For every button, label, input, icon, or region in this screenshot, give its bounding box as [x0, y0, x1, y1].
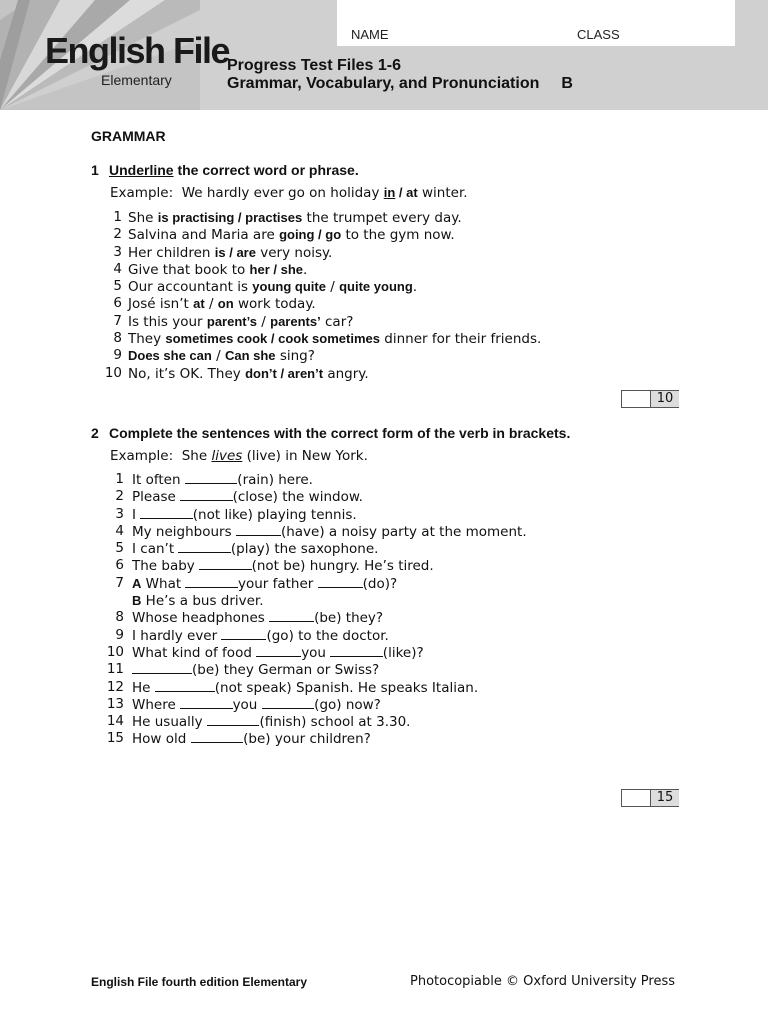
- item-number: 2: [113, 226, 122, 243]
- item-number: 10: [106, 643, 124, 660]
- q1-items: [104, 209, 542, 382]
- item-text: José isn’t: [128, 296, 194, 313]
- item-number: 4: [115, 522, 124, 539]
- test-subtitle-text: Grammar, Vocabulary, and Pronunciation: [227, 75, 540, 92]
- option-separator: /: [256, 313, 271, 330]
- answer-blank[interactable]: [262, 696, 315, 709]
- answer-option[interactable]: her / she: [249, 261, 304, 277]
- item-number: 9: [115, 626, 124, 643]
- item-text: He’s a bus driver.: [141, 593, 264, 610]
- answer-option[interactable]: sometimes cook / cook sometimes: [165, 331, 380, 347]
- answer-option[interactable]: quite young: [339, 279, 413, 295]
- q2-example-answer: lives: [211, 448, 243, 464]
- item-text: work today.: [233, 296, 316, 313]
- q1-item: [104, 364, 541, 382]
- q2-number: 2: [91, 425, 99, 441]
- answer-option[interactable]: is practising / practises: [157, 210, 303, 225]
- option-separator: /: [211, 348, 225, 365]
- item-text: Whose headphones: [132, 610, 270, 627]
- q1-heading: [91, 162, 359, 178]
- item-text: car?: [320, 313, 354, 330]
- item-text: your father: [237, 575, 318, 592]
- q1-example-option-a: in: [383, 185, 396, 200]
- q2-item: [115, 609, 527, 627]
- q2-score-box[interactable]: [621, 789, 679, 807]
- item-text: (close) the window.: [232, 489, 363, 506]
- answer-blank[interactable]: [207, 713, 260, 726]
- q2-item: [115, 540, 527, 558]
- answer-blank[interactable]: [199, 557, 252, 570]
- q1-item: [113, 312, 541, 330]
- item-text: you: [301, 644, 331, 661]
- answer-blank[interactable]: [155, 679, 215, 692]
- item-number: 3: [115, 505, 124, 522]
- answer-blank[interactable]: [191, 730, 244, 743]
- item-number: 9: [113, 347, 122, 364]
- item-text: She: [128, 210, 158, 226]
- item-number: 7: [115, 574, 124, 591]
- answer-option[interactable]: don’t / aren’t: [245, 365, 324, 381]
- q1-item: [113, 330, 542, 348]
- item-text: (not be) hungry. He’s tired.: [251, 558, 434, 575]
- item-text: Please: [132, 489, 181, 506]
- q1-item: [113, 295, 541, 313]
- q1-item: [113, 243, 541, 261]
- item-text: Give that book to: [128, 261, 250, 278]
- item-text: angry.: [323, 365, 369, 382]
- class-label: CLASS: [577, 27, 620, 42]
- q1-example-before: We hardly ever go on holiday: [181, 185, 384, 201]
- option-separator: /: [325, 279, 340, 296]
- q2-item: [106, 713, 527, 731]
- option-separator: /: [204, 296, 218, 313]
- item-text: you: [232, 696, 262, 713]
- item-text: No, it’s OK. They: [128, 365, 246, 382]
- item-text: .: [303, 261, 308, 278]
- q2-example-label: Example:: [110, 448, 174, 464]
- answer-option[interactable]: going / go: [279, 227, 342, 243]
- q2-example: [110, 448, 368, 464]
- answer-option[interactable]: Can she: [224, 348, 276, 364]
- item-number: 14: [106, 713, 124, 730]
- q2-item: [106, 695, 527, 713]
- answer-option[interactable]: Does she can: [128, 348, 212, 364]
- q2-item: [115, 488, 527, 506]
- item-text: They: [128, 331, 166, 348]
- q1-example-option-b: at: [406, 185, 418, 200]
- q2-item: [115, 626, 527, 644]
- item-text: The baby: [132, 558, 200, 575]
- item-number: 8: [113, 330, 122, 347]
- item-number: 7: [113, 312, 122, 329]
- item-text: My neighbours: [132, 523, 236, 540]
- name-label: NAME: [351, 27, 389, 42]
- item-text: (finish) school at 3.30.: [259, 714, 411, 731]
- answer-option[interactable]: parents’: [270, 313, 321, 329]
- q2-item: [115, 522, 527, 540]
- q1-score-entry[interactable]: [622, 391, 649, 407]
- footer-edition: English File fourth edition Elementary: [91, 975, 308, 989]
- item-number: 5: [113, 278, 122, 295]
- item-number: 13: [106, 695, 124, 712]
- answer-blank[interactable]: [132, 661, 192, 674]
- answer-blank[interactable]: [185, 575, 238, 588]
- item-text: (play) the saxophone.: [230, 541, 379, 558]
- answer-blank[interactable]: [178, 540, 231, 553]
- item-number: 6: [113, 295, 122, 312]
- answer-option[interactable]: is / are: [214, 244, 256, 260]
- item-text: very noisy.: [255, 244, 333, 261]
- section-title: GRAMMAR: [91, 128, 166, 144]
- q2-item: [106, 661, 527, 679]
- logo-subtitle: Elementary: [101, 72, 172, 88]
- q2-score-entry[interactable]: [622, 790, 649, 806]
- q2-item: [115, 557, 527, 575]
- answer-option[interactable]: parent’s: [206, 313, 257, 329]
- q1-item: [113, 209, 541, 226]
- q2-item: [106, 730, 527, 748]
- item-text: Salvina and Maria are: [128, 227, 280, 244]
- q1-item: [113, 278, 541, 296]
- q1-number: 1: [91, 162, 99, 178]
- q2-item: [115, 471, 527, 488]
- q2-heading: [91, 425, 570, 441]
- item-number: 5: [115, 540, 124, 557]
- item-text: It often: [132, 472, 185, 488]
- logo: [45, 30, 230, 88]
- q2-item: [115, 505, 527, 523]
- item-text: (go) now?: [314, 696, 381, 713]
- item-text: I: [132, 506, 141, 523]
- item-number: 11: [106, 661, 124, 678]
- item-text: (go) to the doctor.: [266, 627, 389, 644]
- item-text: He: [132, 679, 155, 696]
- q2-item: [106, 643, 527, 661]
- name-class-box[interactable]: [337, 0, 735, 46]
- q1-instruction: the correct word or phrase.: [173, 162, 359, 178]
- item-text: (do)?: [362, 575, 398, 592]
- answer-blank[interactable]: [330, 644, 383, 657]
- item-number: 3: [113, 243, 122, 260]
- item-text: Is this your: [128, 313, 207, 330]
- item-text: What kind of food: [132, 644, 257, 661]
- item-text: I can’t: [132, 541, 179, 558]
- item-number: 2: [115, 488, 124, 505]
- item-number: 1: [115, 471, 124, 487]
- item-number: 10: [104, 364, 122, 381]
- item-number: 4: [113, 260, 122, 277]
- item-number: 1: [113, 209, 122, 225]
- answer-option[interactable]: young quite: [252, 279, 326, 295]
- q2-example-after: (live) in New York.: [242, 448, 368, 464]
- item-text: I hardly ever: [132, 627, 222, 644]
- item-text: (not speak) Spanish. He speaks Italian.: [214, 679, 479, 696]
- item-text: What: [141, 575, 186, 592]
- logo-title: English File: [45, 30, 230, 71]
- answer-blank[interactable]: [221, 627, 266, 640]
- item-text: .: [412, 279, 418, 296]
- q2-item: [115, 574, 527, 592]
- item-text: (be) they German or Swiss?: [192, 662, 380, 679]
- q2-item: [106, 678, 527, 696]
- answer-blank[interactable]: [269, 609, 314, 622]
- item-text: How old: [132, 731, 191, 748]
- answer-option[interactable]: at: [193, 296, 205, 312]
- test-subtitle: [227, 75, 573, 93]
- item-text: Her children: [128, 244, 215, 261]
- test-version: B: [561, 75, 573, 92]
- footer-copyright: Photocopiable © Oxford University Press: [410, 974, 676, 989]
- item-text: sing?: [275, 348, 315, 365]
- item-text: (not like) playing tennis.: [192, 506, 357, 523]
- q1-example-sep: /: [395, 185, 407, 200]
- header-banner: [0, 0, 768, 110]
- item-text: (have) a noisy party at the moment.: [280, 523, 527, 540]
- answer-blank[interactable]: [318, 575, 363, 588]
- item-number: 15: [106, 730, 124, 747]
- q1-item: [113, 226, 541, 244]
- speaker-label: A: [132, 575, 142, 591]
- q1-score-box[interactable]: [621, 390, 679, 408]
- item-text: He usually: [132, 714, 207, 731]
- q2-instruction: Complete the sentences with the correct form of the verb in brackets.: [109, 425, 571, 441]
- answer-blank[interactable]: [180, 696, 233, 709]
- q2-score-total: 15: [650, 790, 679, 806]
- q2-items: [106, 471, 527, 748]
- test-title: Progress Test Files 1-6: [227, 57, 401, 74]
- answer-blank[interactable]: [236, 523, 281, 536]
- item-text: to the gym now.: [341, 227, 455, 244]
- item-text: Our accountant is: [128, 279, 253, 296]
- answer-option[interactable]: on: [217, 296, 234, 312]
- item-text: (be) your children?: [243, 731, 371, 748]
- answer-blank[interactable]: [256, 644, 301, 657]
- answer-blank[interactable]: [185, 471, 238, 484]
- item-text: the trumpet every day.: [302, 210, 462, 226]
- q1-example: [110, 185, 468, 201]
- q1-score-total: 10: [650, 391, 679, 407]
- answer-blank[interactable]: [180, 488, 233, 501]
- item-number: 12: [106, 678, 124, 695]
- q2-example-before: She: [181, 448, 212, 464]
- q2-item: [132, 592, 527, 609]
- q1-example-after: winter.: [417, 185, 468, 201]
- item-text: (rain) here.: [237, 472, 313, 488]
- item-text: dinner for their friends.: [379, 331, 542, 348]
- q1-instruction-underlined: Underline: [109, 162, 174, 178]
- speaker-label: B: [132, 593, 142, 609]
- item-text: (be) they?: [314, 610, 384, 627]
- q1-item: [113, 347, 541, 365]
- item-number: 8: [115, 609, 124, 626]
- item-number: 6: [115, 557, 124, 574]
- q1-item: [113, 260, 541, 278]
- answer-blank[interactable]: [140, 506, 193, 519]
- q1-example-label: Example:: [110, 185, 174, 201]
- item-text: Where: [132, 696, 181, 713]
- item-text: (like)?: [382, 644, 424, 661]
